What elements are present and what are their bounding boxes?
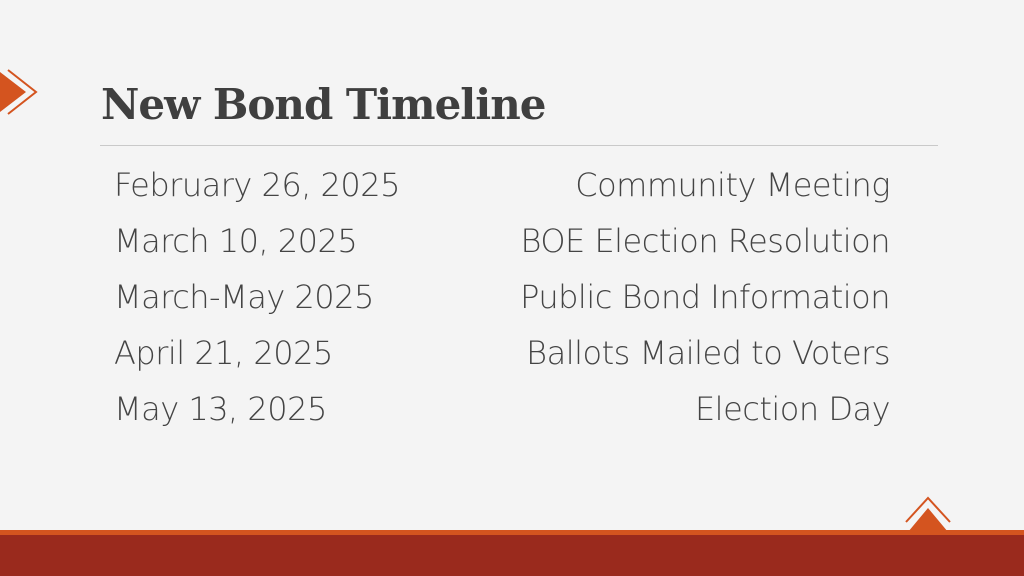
right-arrow-icon xyxy=(0,68,40,116)
timeline-row xyxy=(114,334,890,390)
up-arrow-icon[interactable] xyxy=(904,494,952,534)
timeline-row xyxy=(114,166,890,222)
timeline-event: BOE Election Resolution xyxy=(520,222,890,260)
timeline-event: Community Meeting xyxy=(575,166,890,204)
timeline-date: April 21, 2025 xyxy=(114,334,333,372)
timeline-date: February 26, 2025 xyxy=(114,166,400,204)
timeline-event: Election Day xyxy=(694,390,890,428)
timeline-event: Ballots Mailed to Voters xyxy=(526,334,890,372)
timeline-date: March-May 2025 xyxy=(114,278,374,316)
timeline-row xyxy=(114,222,890,278)
footer-bar xyxy=(0,530,1024,576)
timeline-date: March 10, 2025 xyxy=(114,222,358,260)
timeline-row xyxy=(114,390,890,446)
timeline-list xyxy=(114,166,890,446)
timeline-event: Public Bond Information xyxy=(520,278,890,316)
page-title: New Bond Timeline xyxy=(101,80,546,129)
timeline-row xyxy=(114,278,890,334)
timeline-date: May 13, 2025 xyxy=(114,390,327,428)
title-divider xyxy=(100,145,938,146)
